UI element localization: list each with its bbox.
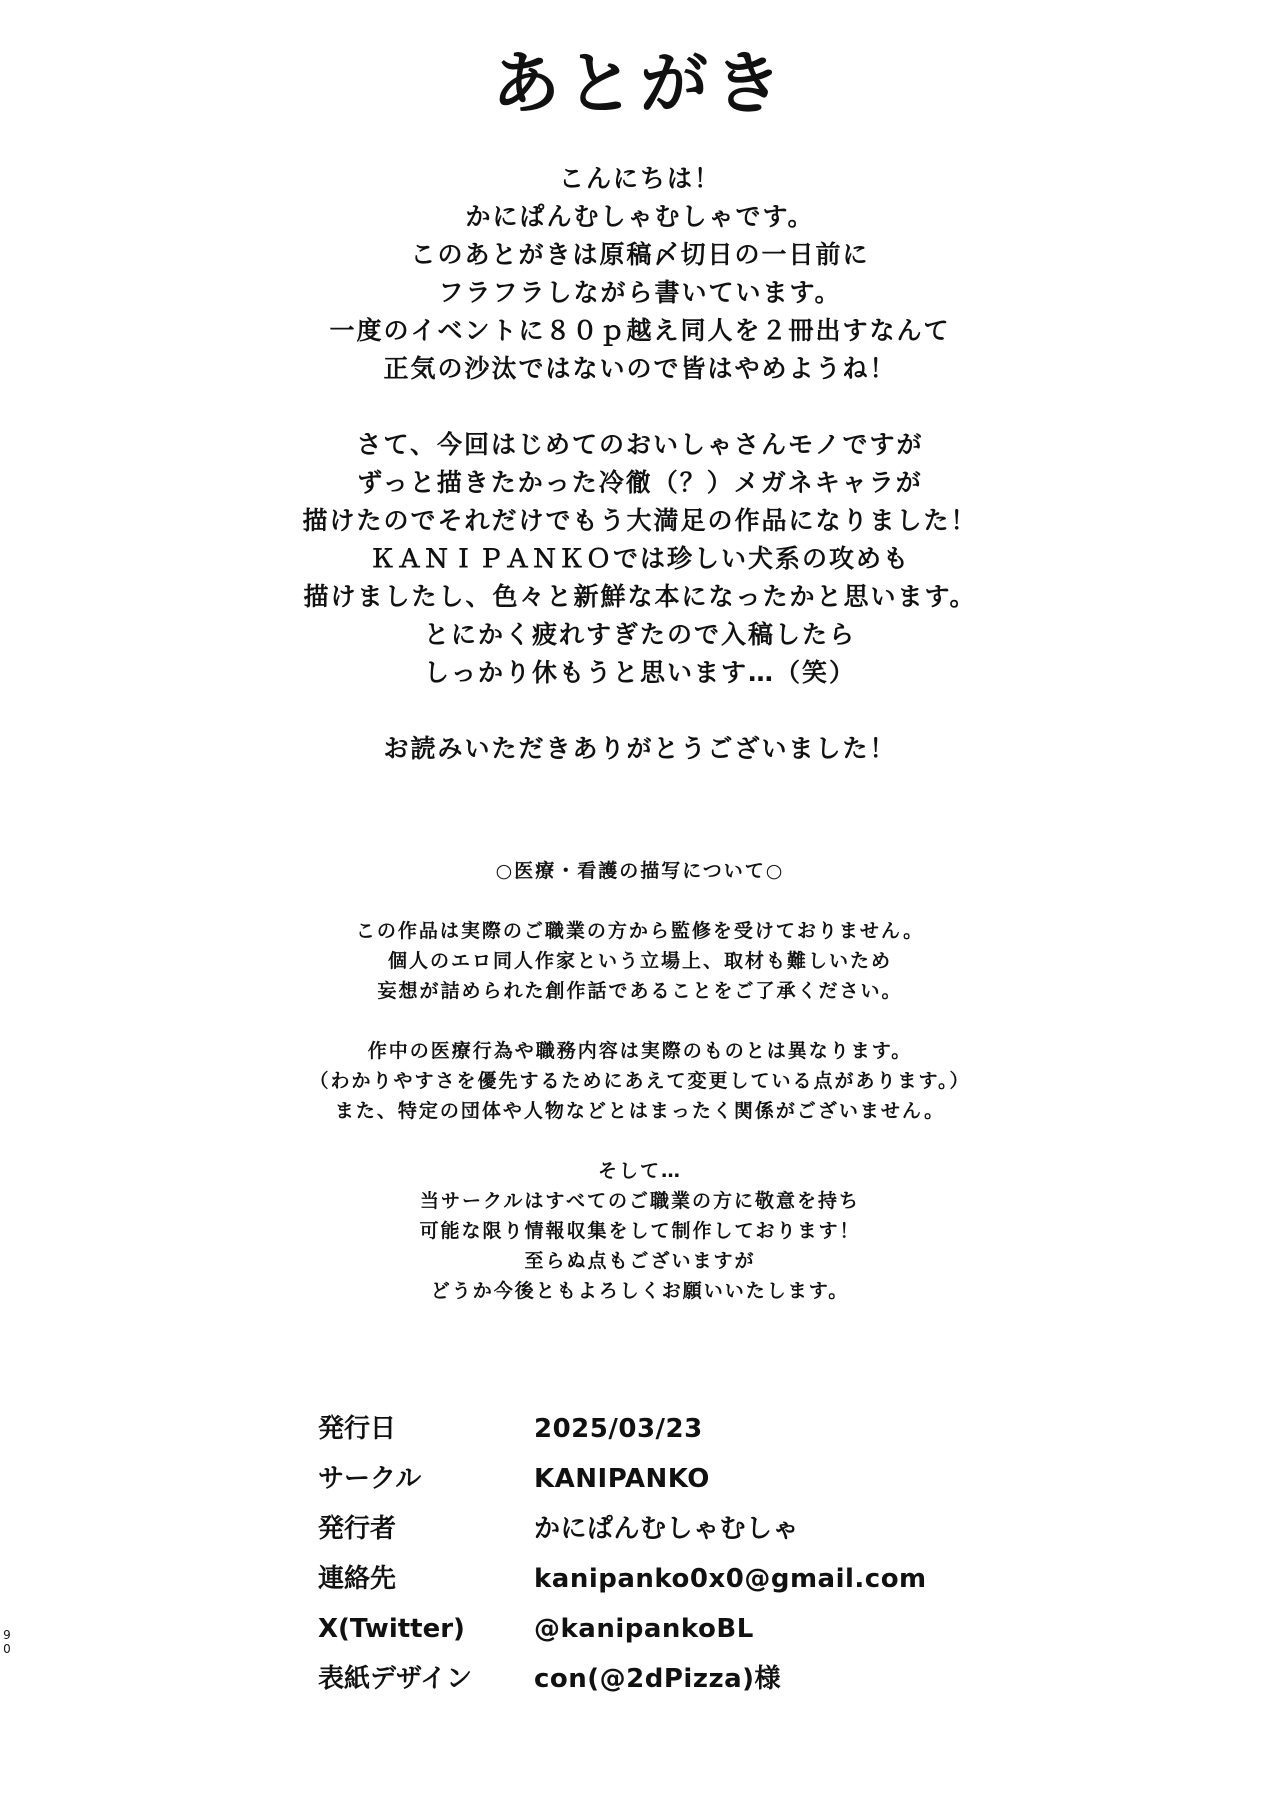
notes-line: どうか今後ともよろしくお願いいたします。: [430, 1280, 850, 1302]
afterword-line: お読みいただきありがとうございました！: [383, 734, 897, 763]
afterword-line: このあとがきは原稿〆切日の一日前に: [410, 240, 870, 269]
afterword-line: ずっと描きたかった冷徹（？）メガネキャラが: [357, 468, 923, 497]
afterword-line: とにかく疲れすぎたので入稿したら: [423, 620, 856, 649]
colophon-value: 2025/03/23: [534, 1414, 703, 1444]
notes-paragraph-2: [0, 1036, 1280, 1126]
notes-line: 可能な限り情報収集をして制作しております！: [419, 1220, 861, 1242]
colophon-label: X(Twitter): [318, 1614, 465, 1644]
afterword-line: しっかり休もうと思います…（笑）: [423, 658, 856, 687]
page-number-digit: 9: [3, 1628, 11, 1642]
colophon-label: 発行日: [318, 1414, 397, 1444]
notes-heading: ○医療・看護の描写について○: [495, 860, 785, 882]
colophon-label: 発行者: [318, 1514, 397, 1544]
page-number: [2, 1628, 12, 1656]
afterword-line: 描けたのでそれだけでもう大満足の作品になりました！: [302, 506, 978, 535]
colophon-label: 表紙デザイン: [318, 1664, 473, 1694]
afterword-line: 一度のイベントに８０ｐ越え同人を２冊出すなんて: [329, 316, 951, 345]
afterword-paragraph-1: [0, 160, 1280, 388]
afterword-paragraph-3: [0, 730, 1280, 768]
medical-notes: [0, 856, 1280, 1336]
colophon-row-cover-design: [318, 1654, 1098, 1704]
afterword-line: こんにちは！: [558, 164, 721, 193]
page-number-digit: 0: [3, 1642, 11, 1656]
notes-line: （わかりやすさを優先するためにあえて変更している点があります。）: [309, 1070, 971, 1092]
notes-line: 作中の医療行為や職務内容は実際のものとは異なります。: [367, 1040, 913, 1062]
colophon-row-contact: [318, 1554, 1098, 1604]
afterword-body: [0, 160, 1280, 806]
notes-line: 当サークルはすべてのご職業の方に敬意を持ち: [419, 1190, 861, 1212]
notes-line: この作品は実際のご職業の方から監修を受けておりません。: [355, 920, 925, 942]
colophon-label: 連絡先: [318, 1564, 397, 1594]
afterword-line: 描けましたし、色々と新鮮な本になったかと思います。: [303, 582, 977, 611]
notes-line: また、特定の団体や人物などとはまったく関係がございません。: [334, 1100, 946, 1122]
colophon-row-publish-date: [318, 1404, 1098, 1454]
afterword-line: フラフラしながら書いています。: [438, 278, 842, 307]
colophon-value: con(@2dPizza)様: [534, 1664, 782, 1694]
notes-line: そして…: [597, 1160, 682, 1182]
notes-line: 個人のエロ同人作家という立場上、取材も難しいため: [387, 950, 892, 972]
colophon-value: @kanipankoBL: [534, 1614, 754, 1644]
notes-paragraph-3: [0, 1156, 1280, 1306]
notes-paragraph-1: [0, 916, 1280, 1006]
colophon: [318, 1404, 1098, 1704]
afterword-line: さて、今回はじめてのおいしゃさんモノですが: [356, 430, 924, 459]
colophon-value: かにぱんむしゃむしゃ: [534, 1514, 800, 1544]
afterword-line: 正気の沙汰ではないので皆はやめようね！: [383, 354, 897, 383]
afterword-paragraph-2: [0, 426, 1280, 692]
afterword-line: ＫＡＮＩＰＡＮＫＯでは珍しい犬系の攻めも: [369, 544, 910, 573]
notes-line: 至らぬ点もございますが: [524, 1250, 756, 1272]
afterword-line: かにぱんむしゃむしゃです。: [465, 202, 815, 231]
colophon-label: サークル: [318, 1464, 422, 1494]
colophon-row-publisher: [318, 1504, 1098, 1554]
colophon-value: kanipanko0x0@gmail.com: [534, 1564, 927, 1594]
colophon-row-circle: [318, 1454, 1098, 1504]
page-title: あとがき: [491, 45, 788, 124]
notes-line: 妄想が詰められた創作話であることをご了承ください。: [377, 980, 903, 1002]
colophon-value: KANIPANKO: [534, 1464, 710, 1494]
colophon-row-twitter: [318, 1604, 1098, 1654]
